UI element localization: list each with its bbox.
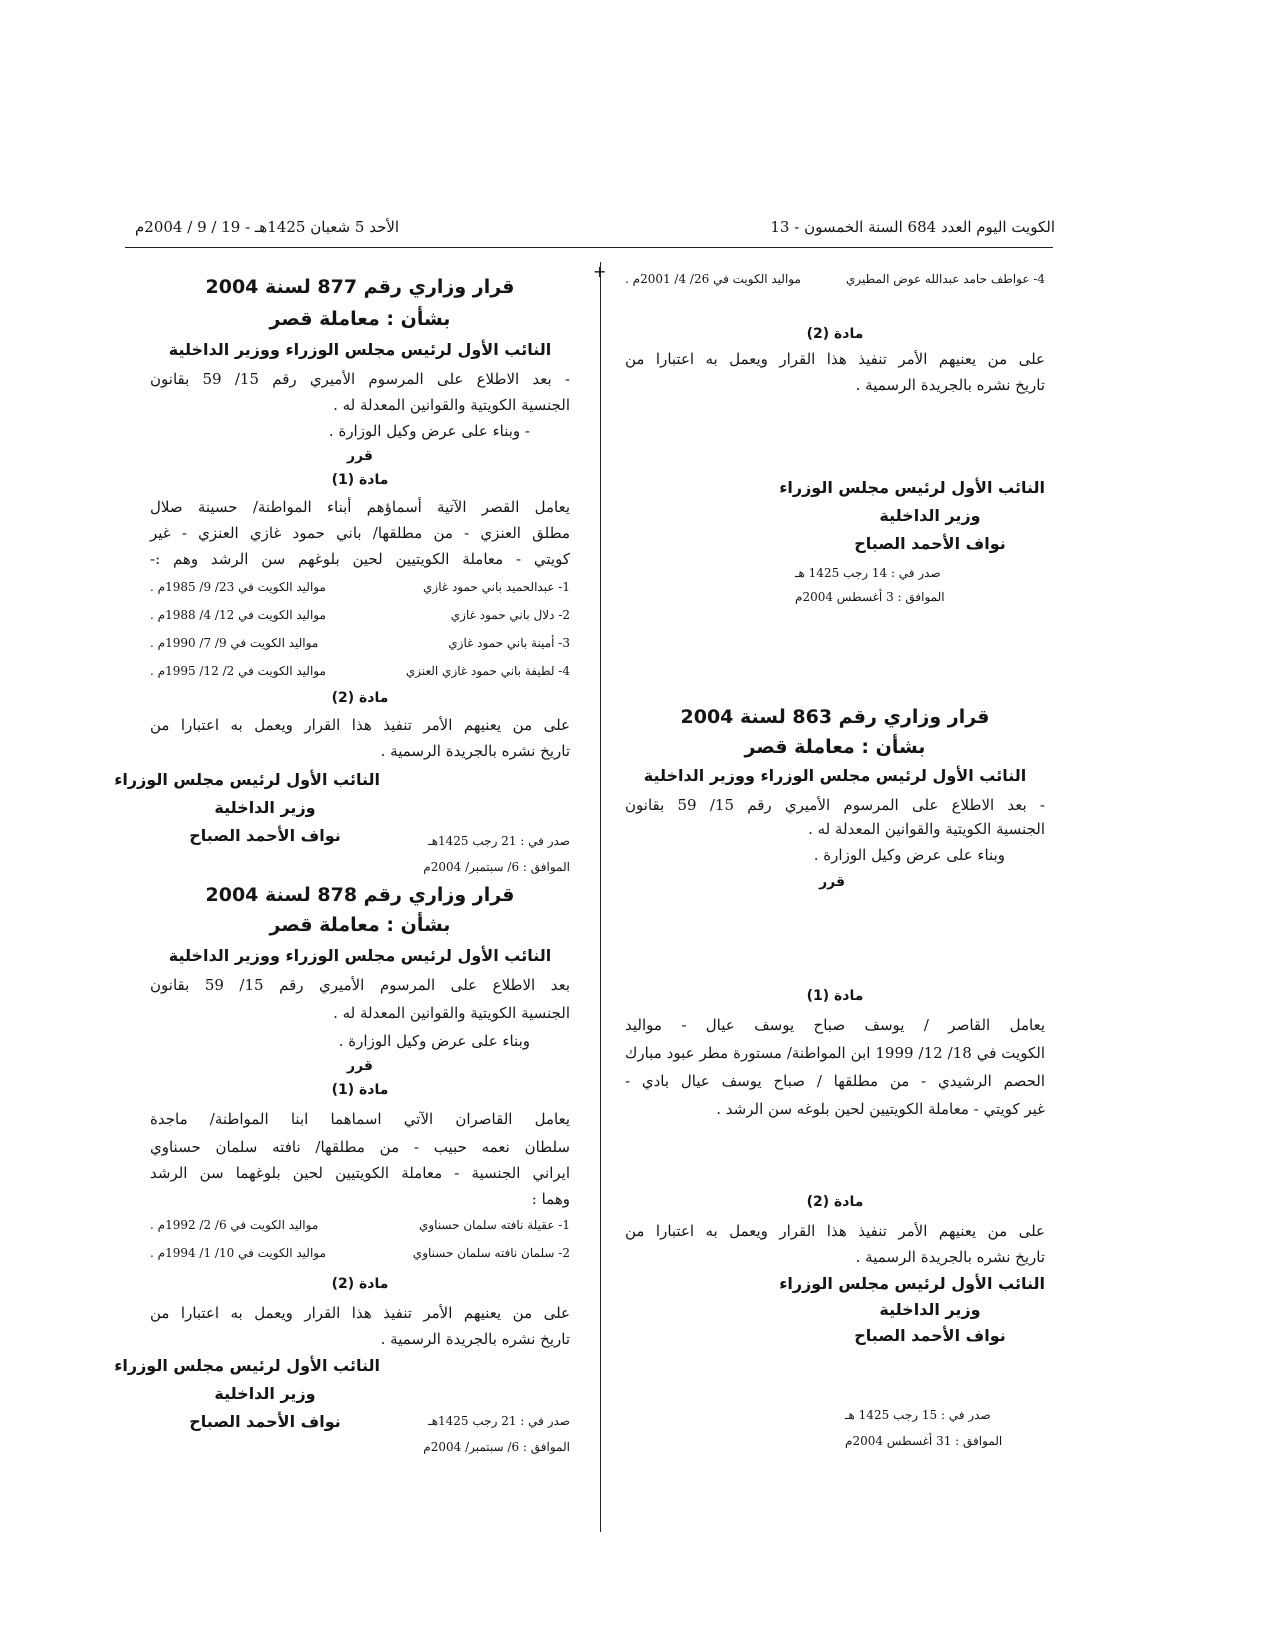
article-1-text: وهما : (531, 1190, 570, 1208)
article-2-text: على من يعنيهم الأمر تنفيذ هذا القرار ويعمل به اعتبارا من (625, 1222, 1045, 1240)
signature-title: وزير الداخلية (879, 506, 981, 525)
decree-authority: النائب الأول لرئيس مجلس الوزراء ووزير الداخلية (168, 340, 552, 359)
article-1-text: يعامل القاصر / يوسف صباح يوسف عيال - مواليد (625, 1016, 1045, 1034)
list-item-name: 2- دلال باني حمود غازي (450, 608, 570, 622)
list-item-name: 4- لطيفة باني حمود غازي العنزي (405, 664, 570, 678)
article-1-text: الحصم الرشيدي - من مطلقها / صباح يوسف عيال بادي - (625, 1072, 1045, 1090)
list-item-name: 4- عواطف حامد عبدالله عوض المطيري (846, 272, 1045, 286)
header-date: الأحد 5 شعبان 1425هـ - 19 / 9 / 2004م (135, 218, 400, 236)
list-item-birth: مواليد الكويت في 23/ 9/ 1985م . (150, 580, 326, 594)
article-1-text: غير كويتي - معاملة الكويتيين لحين بلوغه سن الرشد . (716, 1100, 1045, 1118)
decree-subject: بشأن : معاملة قصر (744, 736, 926, 758)
article-2-text: تاريخ نشره بالجريدة الرسمية . (380, 1330, 570, 1348)
issue-date-gregorian: الموافق : 6/ سبتمبر/ 2004م (423, 860, 570, 874)
article-2-text: تاريخ نشره بالجريدة الرسمية . (855, 376, 1045, 394)
list-item (150, 580, 570, 594)
decided-heading: قرر (347, 448, 373, 464)
signature-name: نواف الأحمد الصباح (189, 826, 341, 845)
list-item-name: 2- سلمان نافته سلمان حسناوي (412, 1246, 570, 1260)
issue-date-hijri: صدر في : 15 رجب 1425 هـ (845, 1408, 991, 1422)
decree-878-title: قرار وزاري رقم 878 لسنة 2004 (205, 884, 515, 906)
signature-title: النائب الأول لرئيس مجلس الوزراء (114, 1356, 380, 1375)
article-2-text: تاريخ نشره بالجريدة الرسمية . (855, 1248, 1045, 1266)
list-item (150, 1218, 570, 1232)
article-1-text: سلطان نعمه حبيب - من مطلقها/ نافته سلمان حسناوي (150, 1138, 570, 1156)
article-1-text: مطلق العنزي - من مطلقها/ باني حمود غازي العنزي - غير (150, 524, 570, 542)
list-item-birth: مواليد الكويت في 6/ 2/ 1992م . (150, 1218, 319, 1232)
preamble-text: وبناء على عرض وكيل الوزارة . (813, 846, 1005, 864)
list-item (150, 608, 570, 622)
list-item-birth: مواليد الكويت في 12/ 4/ 1988م . (150, 608, 326, 622)
preamble-text: - وبناء على عرض وكيل الوزارة . (328, 422, 530, 440)
signature-title: وزير الداخلية (214, 798, 316, 817)
column-divider (600, 262, 601, 1532)
list-item-name: 1- عبدالحميد باني حمود غازي (423, 580, 570, 594)
article-1-heading: مادة (1) (331, 472, 389, 488)
header-rule (125, 247, 1053, 248)
decree-subject: بشأن : معاملة قصر (269, 914, 451, 936)
list-item-birth: مواليد الكويت في 10/ 1/ 1994م . (150, 1246, 326, 1260)
signature-name: نواف الأحمد الصباح (189, 1412, 341, 1431)
list-item (150, 636, 570, 650)
article-1-heading: مادة (1) (331, 1082, 389, 1098)
decree-authority: النائب الأول لرئيس مجلس الوزراء ووزير الداخلية (168, 946, 552, 965)
article-2-text: على من يعنيهم الأمر تنفيذ هذا القرار ويعمل به اعتبارا من (150, 1304, 570, 1322)
decree-877-title: قرار وزاري رقم 877 لسنة 2004 (205, 276, 515, 298)
article-1-text: ايراني الجنسية - معاملة الكويتيين لحين بلوغهما سن الرشد (150, 1164, 570, 1182)
article-1-text: الكويت في 18/ 12/ 1999 ابن المواطنة/ مستورة مطر عبود مبارك (625, 1044, 1045, 1062)
issue-date-gregorian: الموافق : 31 أغسطس 2004م (845, 1434, 1003, 1448)
preamble-text: الجنسية الكويتية والقوانين المعدلة له . (333, 396, 570, 414)
article-2-heading: مادة (2) (806, 326, 864, 342)
article-1-text: يعامل القصر الآتية أسماؤهم أبناء المواطنة/ حسينة صلال (150, 498, 570, 516)
preamble-text: - بعد الاطلاع على المرسوم الأميري رقم 15/ 59 بقانون (625, 796, 1045, 814)
preamble-text: بعد الاطلاع على المرسوم الأميري رقم 15/ 59 بقانون (150, 976, 571, 994)
issue-date-gregorian: الموافق : 6/ سبتمبر/ 2004م (423, 1440, 570, 1454)
decided-heading: قرر (347, 1058, 373, 1074)
preamble-text: وبناء على عرض وكيل الوزارة . (338, 1032, 530, 1050)
list-item (150, 1246, 570, 1260)
issue-date-hijri: صدر في : 14 رجب 1425 هـ (795, 566, 941, 580)
registration-mark-icon: + (593, 262, 607, 281)
decided-heading: قرر (819, 874, 845, 890)
signature-title: وزير الداخلية (879, 1300, 981, 1319)
article-2-text: على من يعنيهم الأمر تنفيذ هذا القرار ويعمل به اعتبارا من (625, 350, 1045, 368)
issue-date-hijri: صدر في : 21 رجب 1425هـ (428, 834, 570, 848)
article-2-heading: مادة (2) (331, 690, 389, 706)
signature-name: نواف الأحمد الصباح (854, 1326, 1006, 1345)
preamble-text: الجنسية الكويتية والقوانين المعدلة له . (808, 820, 1045, 838)
article-2-text: على من يعنيهم الأمر تنفيذ هذا القرار ويعمل به اعتبارا من (150, 716, 570, 734)
header-issue-info: الكويت اليوم العدد 684 السنة الخمسون - 13 (770, 218, 1055, 236)
list-item (625, 272, 1045, 286)
signature-title: النائب الأول لرئيس مجلس الوزراء (779, 1274, 1045, 1293)
list-item-birth: مواليد الكويت في 9/ 7/ 1990م . (150, 636, 319, 650)
article-2-text: تاريخ نشره بالجريدة الرسمية . (380, 742, 570, 760)
list-item-birth: مواليد الكويت في 26/ 4/ 2001م . (625, 272, 801, 286)
decree-863-title: قرار وزاري رقم 863 لسنة 2004 (680, 706, 990, 728)
list-item (150, 664, 570, 678)
article-1-heading: مادة (1) (806, 988, 864, 1004)
signature-title: وزير الداخلية (214, 1384, 316, 1403)
issue-date-hijri: صدر في : 21 رجب 1425هـ (428, 1414, 570, 1428)
signature-title: النائب الأول لرئيس مجلس الوزراء (114, 770, 380, 789)
issue-date-gregorian: الموافق : 3 أغسطس 2004م (795, 590, 945, 604)
signature-name: نواف الأحمد الصباح (854, 534, 1006, 553)
decree-authority: النائب الأول لرئيس مجلس الوزراء ووزير الداخلية (643, 766, 1027, 785)
article-1-text: كويتي - معاملة الكويتيين لحين بلوغهم سن الرشد وهم :- (150, 550, 570, 568)
preamble-text: - بعد الاطلاع على المرسوم الأميري رقم 15/ 59 بقانون (150, 370, 570, 388)
list-item-name: 3- أمينة باني حمود غازي (448, 636, 570, 650)
article-1-text: يعامل القاصران الآتي اسماهما ابنا المواطنة/ ماجدة (150, 1110, 570, 1128)
preamble-text: الجنسية الكويتية والقوانين المعدلة له . (333, 1004, 570, 1022)
article-2-heading: مادة (2) (331, 1276, 389, 1292)
list-item-birth: مواليد الكويت في 2/ 12/ 1995م . (150, 664, 326, 678)
article-2-heading: مادة (2) (806, 1194, 864, 1210)
signature-title: النائب الأول لرئيس مجلس الوزراء (779, 478, 1045, 497)
decree-subject: بشأن : معاملة قصر (269, 308, 451, 330)
list-item-name: 1- عقيلة نافته سلمان حسناوي (418, 1218, 570, 1232)
